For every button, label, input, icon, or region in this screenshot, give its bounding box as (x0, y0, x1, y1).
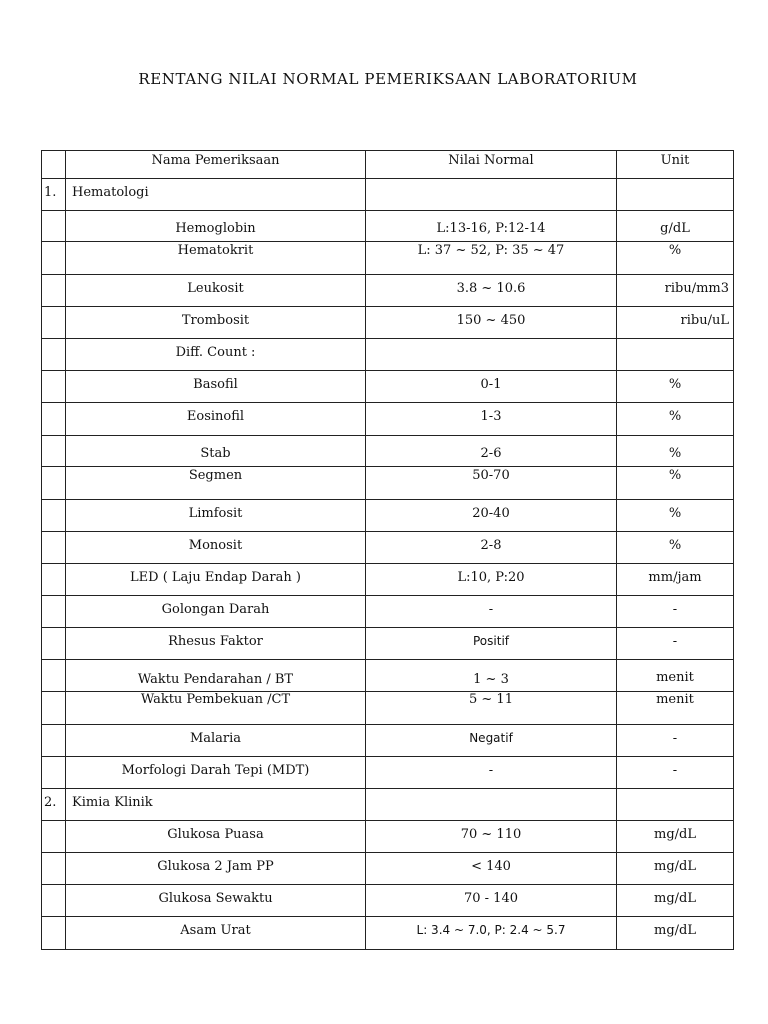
row-test-name: Limfosit (66, 500, 366, 532)
table-row (42, 596, 734, 628)
row-normal-value: - (366, 757, 617, 789)
table-row (42, 403, 734, 436)
row-normal-value (366, 339, 617, 371)
row-test-name: Monosit (66, 532, 366, 564)
row-number (42, 339, 66, 371)
header-name: Nama Pemeriksaan (66, 151, 366, 179)
row-normal-value: 20-40 (366, 500, 617, 532)
table-row (42, 725, 734, 757)
row-normal-value: 2-8 (366, 532, 617, 564)
table-row (42, 242, 734, 275)
row-normal-value: - (366, 596, 617, 628)
document-title: RENTANG NILAI NORMAL PEMERIKSAAN LABORATORIUM (138, 70, 638, 88)
row-number: 1. (42, 179, 66, 211)
lab-normal-values-table (41, 150, 734, 950)
row-test-name: Trombosit (66, 307, 366, 339)
table-row (42, 757, 734, 789)
table-row (42, 660, 734, 692)
row-normal-value: 70 - 140 (366, 885, 617, 917)
row-unit: menit (617, 692, 734, 725)
row-number (42, 307, 66, 339)
row-normal-value: < 140 (366, 853, 617, 885)
table-row (42, 179, 734, 211)
row-normal-value: 3.8 ~ 10.6 (366, 275, 617, 307)
row-normal-value: L:10, P:20 (366, 564, 617, 596)
row-number (42, 885, 66, 917)
row-number (42, 275, 66, 307)
section-name: Hematologi (66, 179, 366, 211)
row-unit: % (617, 436, 734, 467)
row-test-name: Hemoglobin (66, 211, 366, 242)
row-number (42, 564, 66, 596)
table-row (42, 885, 734, 917)
row-test-name: Eosinofil (66, 403, 366, 436)
row-test-name: Waktu Pendarahan / BT (66, 660, 366, 692)
row-normal-value: 1-3 (366, 403, 617, 436)
row-number (42, 917, 66, 950)
table-row (42, 467, 734, 500)
table-row (42, 917, 734, 950)
row-normal-value: 5 ~ 11 (366, 692, 617, 725)
table-header-row (42, 151, 734, 179)
row-normal-value: Positif (366, 628, 617, 660)
row-normal-value: L:13-16, P:12-14 (366, 211, 617, 242)
row-number (42, 660, 66, 692)
row-normal-value: 70 ~ 110 (366, 821, 617, 853)
row-number (42, 467, 66, 500)
row-test-name: Malaria (66, 725, 366, 757)
row-unit (617, 339, 734, 371)
header-number (42, 151, 66, 179)
table-row (42, 532, 734, 564)
row-unit: % (617, 403, 734, 436)
header-normal-value: Nilai Normal (366, 151, 617, 179)
table-row (42, 564, 734, 596)
row-number (42, 757, 66, 789)
row-unit: mg/dL (617, 853, 734, 885)
row-unit: % (617, 371, 734, 403)
row-unit: % (617, 500, 734, 532)
row-normal-value (366, 789, 617, 821)
table-row (42, 436, 734, 467)
table-row (42, 628, 734, 660)
row-unit: mg/dL (617, 821, 734, 853)
row-test-name: LED ( Laju Endap Darah ) (66, 564, 366, 596)
table-row (42, 692, 734, 725)
table-row (42, 371, 734, 403)
row-unit (617, 789, 734, 821)
row-number (42, 692, 66, 725)
row-normal-value: L: 3.4 ~ 7.0, P: 2.4 ~ 5.7 (366, 917, 617, 950)
row-unit: ribu/uL (617, 307, 734, 339)
row-unit: mg/dL (617, 885, 734, 917)
row-unit: menit (617, 660, 734, 692)
row-test-name: Stab (66, 436, 366, 467)
row-unit: ribu/mm3 (617, 275, 734, 307)
table-row (42, 853, 734, 885)
row-test-name: Golongan Darah (66, 596, 366, 628)
row-number: 2. (42, 789, 66, 821)
table-row (42, 307, 734, 339)
row-normal-value: 0-1 (366, 371, 617, 403)
table-row (42, 789, 734, 821)
row-unit: mg/dL (617, 917, 734, 950)
row-number (42, 532, 66, 564)
row-unit: - (617, 628, 734, 660)
table-row (42, 339, 734, 371)
row-test-name: Morfologi Darah Tepi (MDT) (66, 757, 366, 789)
row-unit: - (617, 757, 734, 789)
row-normal-value: 1 ~ 3 (366, 660, 617, 692)
row-test-name: Glukosa Sewaktu (66, 885, 366, 917)
row-number (42, 436, 66, 467)
row-number (42, 500, 66, 532)
row-number (42, 371, 66, 403)
row-number (42, 853, 66, 885)
row-test-name: Hematokrit (66, 242, 366, 275)
row-normal-value: 150 ~ 450 (366, 307, 617, 339)
row-test-name: Glukosa Puasa (66, 821, 366, 853)
row-unit: % (617, 242, 734, 275)
table-row (42, 211, 734, 242)
header-unit: Unit (617, 151, 734, 179)
row-unit: - (617, 596, 734, 628)
row-normal-value: Negatif (366, 725, 617, 757)
row-test-name: Waktu Pembekuan /CT (66, 692, 366, 725)
table-row (42, 275, 734, 307)
table-row (42, 500, 734, 532)
row-unit: % (617, 532, 734, 564)
row-test-name: Glukosa 2 Jam PP (66, 853, 366, 885)
row-number (42, 211, 66, 242)
row-number (42, 403, 66, 436)
row-normal-value: 2-6 (366, 436, 617, 467)
row-unit: g/dL (617, 211, 734, 242)
row-test-name: Rhesus Faktor (66, 628, 366, 660)
row-number (42, 242, 66, 275)
table-row (42, 821, 734, 853)
section-name: Kimia Klinik (66, 789, 366, 821)
row-test-name: Leukosit (66, 275, 366, 307)
row-test-name: Basofil (66, 371, 366, 403)
row-number (42, 725, 66, 757)
row-normal-value: L: 37 ~ 52, P: 35 ~ 47 (366, 242, 617, 275)
row-number (42, 628, 66, 660)
row-unit: % (617, 467, 734, 500)
row-test-name: Diff. Count : (66, 339, 366, 371)
row-normal-value: 50-70 (366, 467, 617, 500)
row-number (42, 596, 66, 628)
row-number (42, 821, 66, 853)
row-unit: mm/jam (617, 564, 734, 596)
row-unit (617, 179, 734, 211)
row-normal-value (366, 179, 617, 211)
row-test-name: Segmen (66, 467, 366, 500)
row-unit: - (617, 725, 734, 757)
row-test-name: Asam Urat (66, 917, 366, 950)
